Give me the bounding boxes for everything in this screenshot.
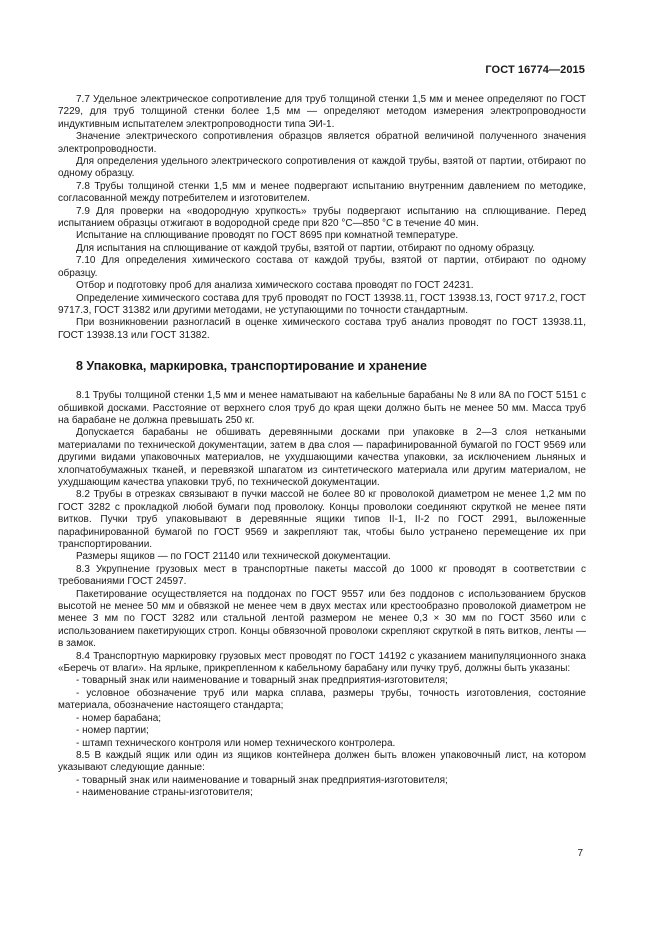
paragraph: Размеры ящиков — по ГОСТ 21140 или технической документации. <box>76 551 391 563</box>
paragraph: Пакетирование осуществляется на поддонах по ГОСТ 9557 или без поддонов с использованием брусков высотой не менее 50 мм и обвязкой не менее чем в двух местах или крестообразно проволокой диаметром не менее 3 мм по ГОСТ 3282 или стальной лентой размером не менее 0,3 × 30 мм по ГОСТ 3560 или с использованием пакетирующих строп. Концы обвязочной проволоки скрепляют скруткой в пять витков, ленты — в замок. <box>58 588 586 650</box>
paragraph: 8.3 Укрупнение грузовых мест в транспортные пакеты массой до 1000 кг проводят в соответствии с требованиями ГОСТ 24597. <box>58 563 586 588</box>
paragraph: Испытание на сплющивание проводят по ГОСТ 8695 при комнатной температуре. <box>76 230 459 242</box>
paragraph: Для определения удельного электрического сопротивления от каждой трубы, взятой от партии, отбирают по одному образцу. <box>58 156 586 180</box>
paragraph: 7.7 Удельное электрическое сопротивление для труб толщиной стенки 1,5 мм и менее определяют по ГОСТ 7229, для труб толщиной стенки более 1,5 мм — определяют методом измерения электропроводности индуктивным испытателем электропроводности типа ЭИ-1. <box>58 94 586 130</box>
list-item: - номер барабана; <box>76 712 162 724</box>
paragraph: 8.4 Транспортную маркировку грузовых мест проводят по ГОСТ 14192 с указанием манипуляционного знака «Беречь от влаги». На ярлыке, прикрепленном к кабельному барабану или пучку труб, должны быть указаны: <box>58 650 586 675</box>
page-number: 7 <box>577 848 583 859</box>
paragraph: Допускается барабаны не обшивать деревянными досками при упаковке в 2—3 слоя неткаными материалами по технической документации, затем в два слоя — парафинированной бумагой по ГОСТ 9569 или другими видами упаковочных материалов, не ухудшающими качества упаковки, за исключением льняных и хлопчатобумажных тканей, и перевязкой шпагатом из синтетического материала или другим материалом, не ухудшающим качества упаковки труб, по технической документации. <box>58 427 586 488</box>
paragraph: 7.8 Трубы толщиной стенки 1,5 мм и менее подвергают испытанию внутренним давлением по методике, согласованной между потребителем и изготовителем. <box>58 180 586 205</box>
paragraph: 7.9 Для проверки на «водородную хрупкость» трубы подвергают испытанию на сплющивание. Перед испытанием образцы отжигают в водородной среде при 820 °С—850 °С в течение 40 мин. <box>58 205 586 230</box>
paragraph: 8.5 В каждый ящик или один из ящиков контейнера должен быть вложен упаковочный лист, на котором указывают следующие данные: <box>58 749 586 774</box>
list-item: - номер партии; <box>76 725 149 737</box>
list-item: - наименование страны-изготовителя; <box>76 787 253 799</box>
list-item: - товарный знак или наименование и товарный знак предприятия-изготовителя; <box>76 774 448 786</box>
paragraph: 7.10 Для определения химического состава от каждой трубы, взятой от партии, отбирают по одному образцу. <box>58 255 586 279</box>
section-title: 8 Упаковка, маркировка, транспортирование и хранение <box>76 359 427 374</box>
paragraph: 8.1 Трубы толщиной стенки 1,5 мм и менее наматывают на кабельные барабаны № 8 или 8А по ГОСТ 5151 с обшивкой досками. Расстояние от верхнего слоя труб до края щеки должно быть не менее 50 мм. Масса труб на барабане не должна превышать 250 кг. <box>58 390 586 426</box>
paragraph: Для испытания на сплющивание от каждой трубы, взятой от партии, отбирают по одному образцу. <box>76 242 535 254</box>
standard-code-header: ГОСТ 16774—2015 <box>485 64 585 76</box>
paragraph: Значение электрического сопротивления образцов является обратной величиной полученного значения электропроводности. <box>58 131 586 155</box>
list-item: - штамп технического контроля или номер технического контролера. <box>76 737 396 749</box>
paragraph: Определение химического состава для труб проводят по ГОСТ 13938.11, ГОСТ 13938.13, ГОСТ 9717.2, ГОСТ 9717.3, ГОСТ 31382 или другими методами, не уступающими по точности стандартным. <box>58 292 586 316</box>
list-item: - товарный знак или наименование и товарный знак предприятия-изготовителя; <box>76 675 448 687</box>
paragraph: 8.2 Трубы в отрезках связывают в пучки массой не более 80 кг проволокой диаметром не менее 1,2 мм по ГОСТ 3282 с прокладкой любой бумаги под проволоку. Концы проволоки соединяют скруткой не менее пяти витков. Пучки труб упаковывают в деревянные ящики типов II-1, II-2 по ГОСТ 2991, выложенные парафинированной бумагой по ГОСТ 9569 и закрепляют так, чтобы было устранено перемещение их при транспортировании. <box>58 489 586 550</box>
list-item: - условное обозначение труб или марка сплава, размеры трубы, точность изготовления, состояние материала, обозначение настоящего стандарта; <box>58 687 586 712</box>
paragraph: Отбор и подготовку проб для анализа химического состава проводят по ГОСТ 24231. <box>76 280 474 292</box>
document-body <box>58 94 586 800</box>
paragraph: При возникновении разногласий в оценке химического состава труб анализ проводят по ГОСТ 13938.11, ГОСТ 13938.13 или ГОСТ 31382. <box>58 317 586 341</box>
